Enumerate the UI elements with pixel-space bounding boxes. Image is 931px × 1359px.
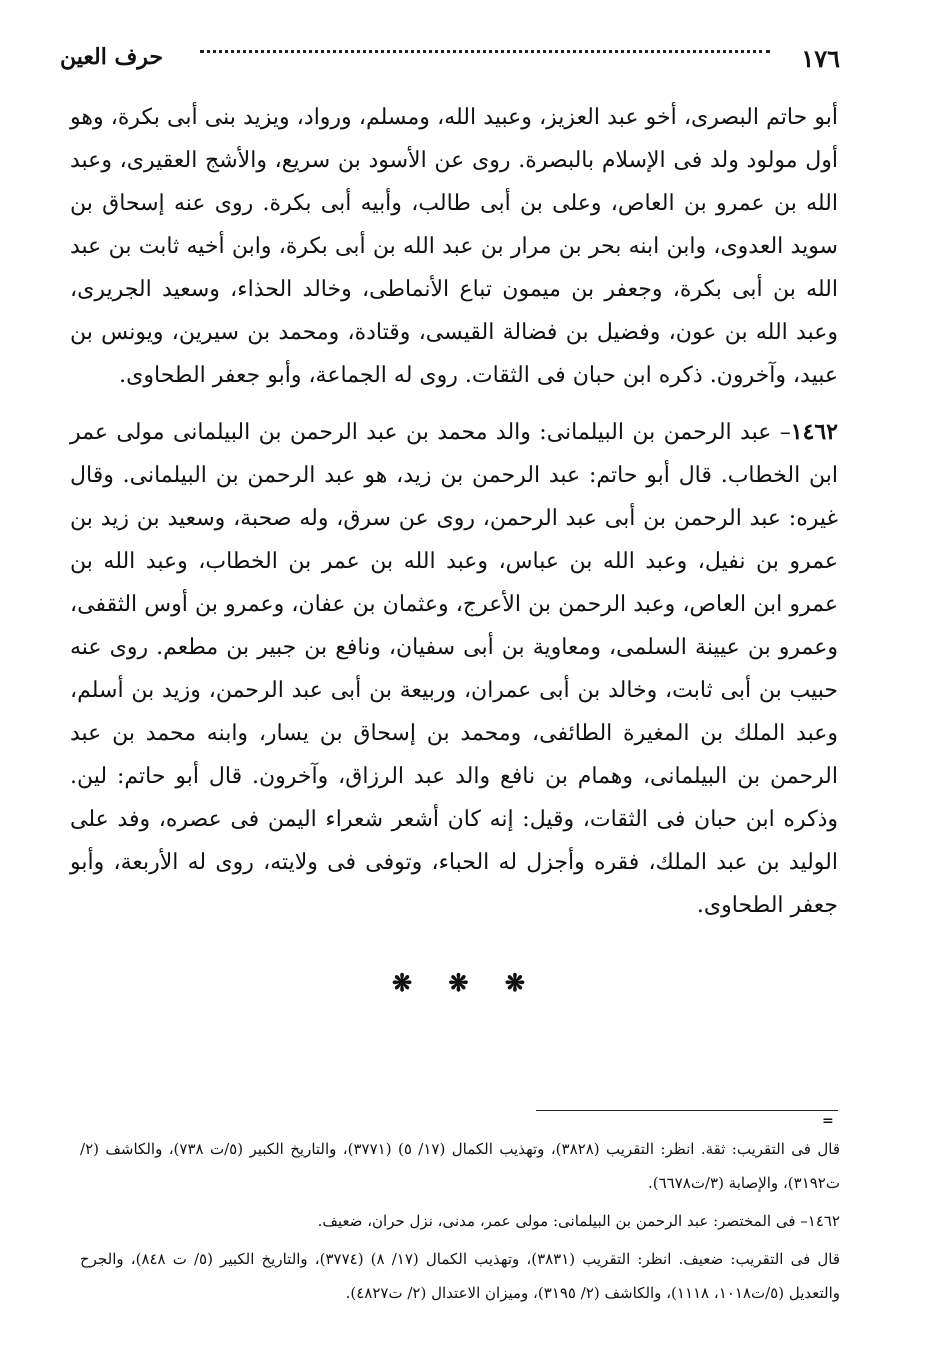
page-number: ١٧٦ [801, 44, 840, 73]
section-separator-stars: ❋ ❋ ❋ [391, 968, 540, 997]
footnote-item: قال فى التقريب: ضعيف. انظر: التقريب (٣٨٣١)، وتهذيب الكمال (١٧/ ٨) (٣٧٧٤)، والتاريخ الكبير (٥/ ت ٨٤٨)، والجرح والتعديل (٥/ت١٠١٨، ١١١٨)، والكاشف (٢/ ٣١٩٥)، وميزان الاعتدال (٢/ ت٤٨٢٧). [80, 1250, 841, 1302]
entry-number: ١٤٦٢ [790, 419, 838, 445]
main-text [70, 96, 838, 941]
page-header [60, 40, 840, 84]
footnote-item: قال فى التقريب: ثقة. انظر: التقريب (٣٨٢٨)، وتهذيب الكمال (١٧/ ٥) (٣٧٧١)، والتاريخ الكبير (٥/ت ٧٣٨)، والكاشف (٢/ت٣١٩٢)، والإصابة (٣/ت٦٦٧٨). [80, 1140, 840, 1192]
continuation-paragraph: أبو حاتم البصرى، أخو عبد العزيز، وعبيد الله، ومسلم، ورواد، ويزيد بنى أبى بكرة، وهو أول مولود ولد فى الإسلام بالبصرة. روى عن الأسود بن سريع، والأشج العقيرى، وعبد الله بن عمرو بن العاص، وعلى بن أبى طالب، وأبيه أبى بكرة. روى عنه إسحاق بن سويد العدوى، وابن ابنه بحر بن مرار بن عبد الله بن أبى بكرة، وابن أخيه ثابت بن عبد الله بن أبى بكرة، وجعفر بن ميمون تباع الأنماطى، وخالد الحذاء، وسعيد الجريرى، وعبد الله بن عون، وفضيل بن فضالة القيسى، وقتادة، ومحمد بن سيرين، ويونس بن عبيد، وآخرون. ذكره ابن حبان فى الثقات. روى له الجماعة، وأبو جعفر الطحاوى. [70, 105, 838, 388]
header-dotted-leader [200, 50, 770, 53]
footnote-rule [536, 1110, 838, 1111]
entry-paragraph [70, 411, 838, 927]
footnotes [80, 1132, 840, 1314]
footnote-continuation-marker: = [822, 1113, 834, 1129]
running-title: حرف العين [60, 44, 164, 70]
footnote-item: ١٤٦٢– فى المختصر: عبد الرحمن بن البيلمانى: مولى عمر، مدنى، نزل حران، ضعيف. [317, 1212, 840, 1230]
entry-text: – عبد الرحمن بن البيلمانى: والد محمد بن عبد الرحمن بن البيلمانى مولى عمر ابن الخطاب. قال أبو حاتم: عبد الرحمن بن زيد، هو عبد الرحمن بن البيلمانى. وقال غيره: عبد الرحمن بن أبى عبد الرحمن، روى عن سرق، وله صحبة، وسعيد بن زيد بن عمرو بن نفيل، وعبد الله بن عباس، وعبد الله بن عمر بن الخطاب، وعبد الله بن عمرو ابن العاص، وعبد الرحمن بن الأعرج، وعثمان بن عفان، وعمرو بن أوس الثقفى، وعمرو بن عيينة السلمى، ومعاوية بن أبى سفيان، ونافع بن جبير بن مطعم. روى عنه حبيب بن أبى ثابت، وخالد بن أبى عمران، وربيعة بن أبى عبد الرحمن، وزيد بن أسلم، وعبد الملك بن المغيرة الطائفى، ومحمد بن إسحاق بن يسار، وابنه محمد بن عبد الرحمن بن البيلمانى، وهمام بن نافع والد عبد الرزاق، وآخرون. قال أبو حاتم: لين. وذكره ابن حبان فى الثقات، وقيل: إنه كان أشعر شعراء اليمن فى عصره، وفد على الوليد بن عبد الملك، فقره وأجزل له الحباء، وتوفى فى ولايته، روى له الأربعة، وأبو جعفر الطحاوى. [70, 420, 838, 918]
